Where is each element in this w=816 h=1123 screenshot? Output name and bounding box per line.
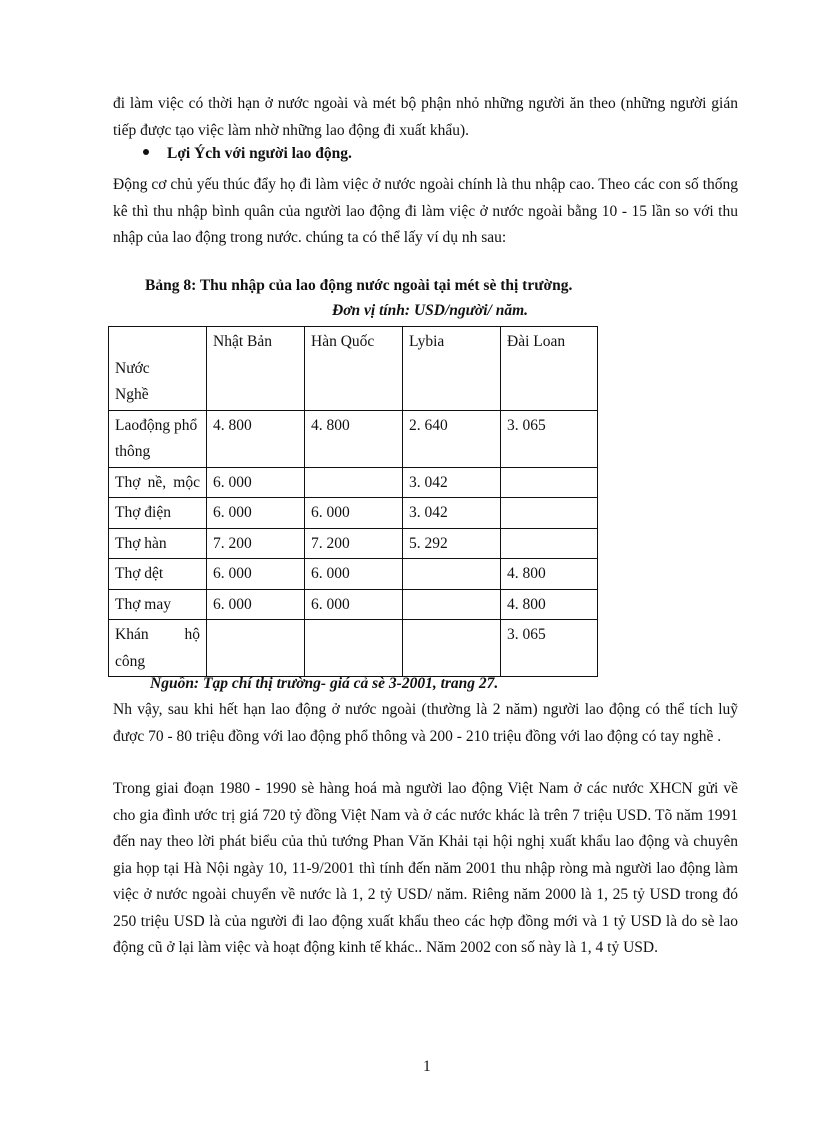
table-cell: 6. 000 (305, 498, 403, 529)
row-label: Laođộng phổ thông (109, 410, 207, 467)
table-cell: 4. 800 (501, 589, 598, 620)
table-cell (501, 528, 598, 559)
table-corner-cell (109, 327, 207, 411)
table-row (109, 498, 598, 529)
table-row (109, 410, 598, 467)
table-cell (305, 467, 403, 498)
paragraph-savings: Nh vậy, sau khi hết hạn lao động ở nước ngoài (thường là 2 năm) người lao động có thể tích luỹ được 70 - 80 triệu đồng với lao động phổ thông và 200 - 210 triệu đồng với lao động có tay nghề . (113, 701, 738, 745)
table-cell (501, 498, 598, 529)
row-label: Khán hộ công (109, 620, 207, 677)
column-header: Hàn Quốc (305, 327, 403, 411)
row-label: Thợ điện (109, 498, 207, 529)
table-cell: 6. 000 (305, 589, 403, 620)
table-cell: 7. 200 (305, 528, 403, 559)
table-cell: 3. 065 (501, 620, 598, 677)
table-cell: 6. 000 (207, 559, 305, 590)
table-row (109, 589, 598, 620)
table-cell: 2. 640 (403, 410, 501, 467)
table-cell: 4. 800 (207, 410, 305, 467)
paragraph-motivation: Động cơ chủ yếu thúc đẩy họ đi làm việc ở nước ngoài chính là thu nhập cao. Theo các con số thống kê thì thu nhập bình quân của người lao động đi làm việc ở nước ngoài bằng 10 - 15 lần so với thu nhập của lao động trong nước. chúng ta có thể lấy ví dụ nh sau: (113, 176, 738, 246)
corner-top-label: Nước (115, 359, 150, 377)
table-cell: 3. 042 (403, 498, 501, 529)
table-cell (305, 620, 403, 677)
table-row (109, 528, 598, 559)
column-header: Lybia (403, 327, 501, 411)
income-table (108, 326, 598, 677)
table-row (109, 559, 598, 590)
table-source: Nguồn: Tạp chí thị trường- giá cả sè 3-2001, trang 27. (150, 675, 499, 692)
paragraph-history: Trong giai đoạn 1980 - 1990 sè hàng hoá mà người lao động Việt Nam ở các nước XHCN gửi về cho gia đình ước trị giá 720 tỷ đồng Việt Nam và ở các nước khác là trên 7 triệu USD. Tõ năm 1991 đến nay theo lời phát biểu của thủ tướng Phan Văn Khải tại hội nghị xuất khẩu lao động và chuyên gia họp tại Hà Nội ngày 10, 11-9/2001 thì tính đến năm 2001 thu nhập ròng mà người lao động làm việc ở nước ngoài chuyển về nước là 1, 2 tỷ USD/ năm. Riêng năm 2000 là 1, 25 tỷ USD trong đó 250 triệu USD là của người đi lao động xuất khẩu theo các hợp đồng mới và 1 tỷ USD là do sè lao động cũ ở lại làm việc và hoạt động kinh tế khác.. Năm 2002 con số này là 1, 4 tỷ USD. (113, 780, 738, 956)
table-cell: 6. 000 (207, 589, 305, 620)
table-unit: Đơn vị tính: USD/người/ năm. (332, 302, 529, 319)
page-number: 1 (423, 1058, 431, 1075)
table-cell (403, 620, 501, 677)
table-cell: 4. 800 (305, 410, 403, 467)
row-label: Thợ hàn (109, 528, 207, 559)
table-header-row (109, 327, 598, 411)
table-cell: 6. 000 (305, 559, 403, 590)
table-cell (501, 467, 598, 498)
bullet-heading (143, 145, 352, 163)
table-cell: 7. 200 (207, 528, 305, 559)
column-header: Đài Loan (501, 327, 598, 411)
table-cell (403, 559, 501, 590)
table-cell: 3. 065 (501, 410, 598, 467)
table-cell (207, 620, 305, 677)
column-header: Nhật Bản (207, 327, 305, 411)
bullet-heading-text: Lợi Ých với người lao động. (167, 145, 352, 162)
row-label: Thợ dệt (109, 559, 207, 590)
table-cell (403, 589, 501, 620)
table-cell: 4. 800 (501, 559, 598, 590)
bullet-dot-icon (143, 149, 149, 155)
paragraph-intro: đi làm việc có thời hạn ở nước ngoài và mét bộ phận nhỏ những người ăn theo (những người gián tiếp được tạo việc làm nhờ những lao động đi xuất khẩu). (113, 95, 738, 139)
row-label: Thợ may (109, 589, 207, 620)
table-row (109, 467, 598, 498)
table-cell: 5. 292 (403, 528, 501, 559)
table-row (109, 620, 598, 677)
row-label: Thợ nề, mộc (109, 467, 207, 498)
table-cell: 6. 000 (207, 467, 305, 498)
corner-bottom-label: Nghề (115, 386, 149, 403)
table-cell: 6. 000 (207, 498, 305, 529)
table-cell: 3. 042 (403, 467, 501, 498)
table-title: Bảng 8: Thu nhập của lao động nước ngoài tại mét sè thị trường. (145, 277, 573, 294)
